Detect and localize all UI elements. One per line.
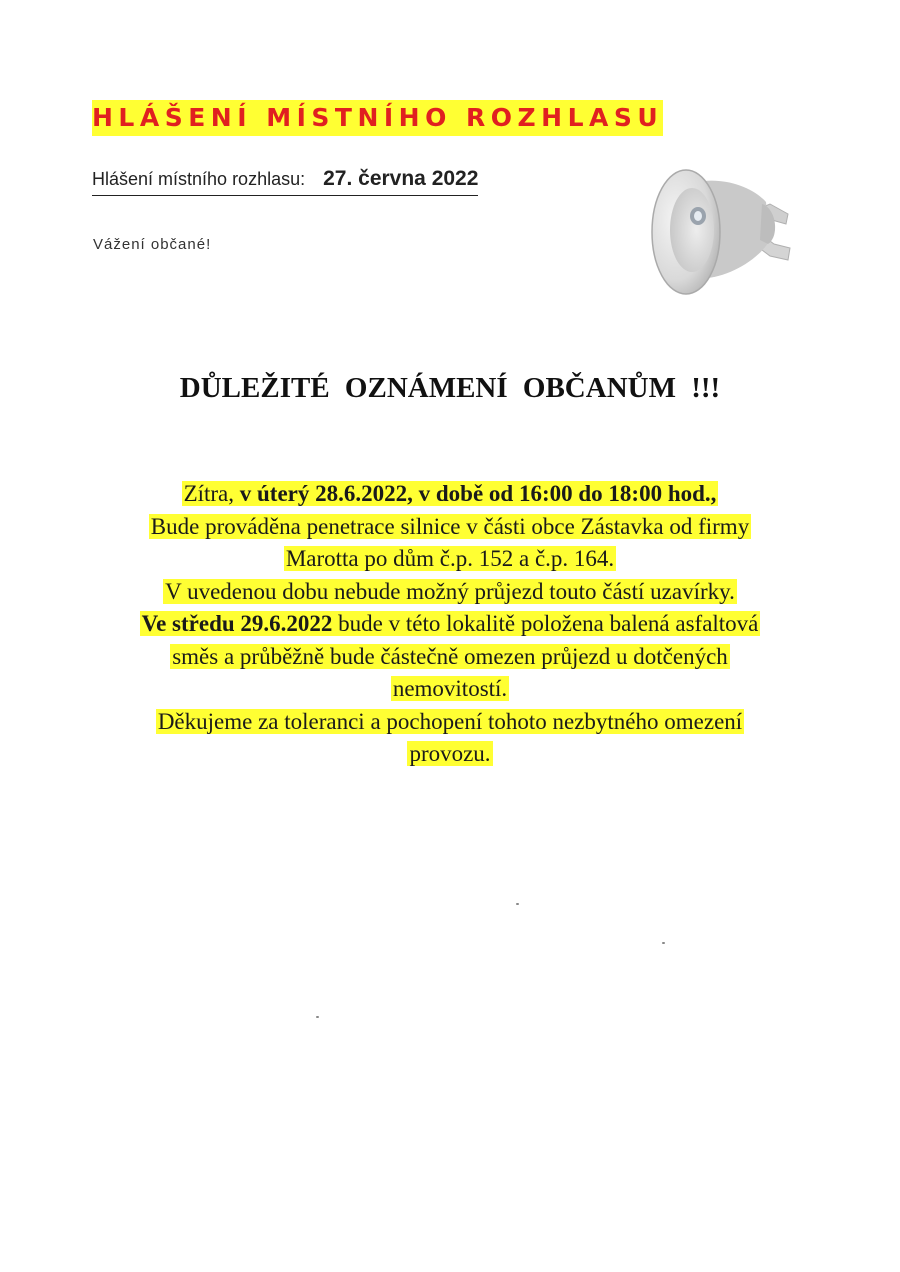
- announcement-body: [120, 478, 780, 771]
- date-line: [92, 166, 478, 196]
- greeting: Vážení občané!: [93, 236, 212, 253]
- scan-speck: [316, 1016, 319, 1018]
- p3-bold: Ve středu 29.6.2022: [141, 611, 333, 636]
- scan-speck: [662, 942, 665, 944]
- megaphone-icon: [648, 152, 798, 302]
- paragraph-1: [149, 481, 751, 571]
- announcement-header-title: HLÁŠENÍ MÍSTNÍHO ROZHLASU: [92, 100, 663, 136]
- paragraph-4: Děkujeme za toleranci a pochopení tohoto nezbytného omezení provozu.: [157, 708, 743, 766]
- paragraph-2: V uvedenou dobu nebude možný průjezd touto částí uzavírky.: [165, 578, 735, 604]
- paragraph-3: [140, 611, 761, 701]
- headline: DŮLEŽITÉ OZNÁMENÍ OBČANŮM !!!: [179, 372, 721, 404]
- date-label: Hlášení místního rozhlasu:: [92, 169, 306, 189]
- date-value: 27. června 2022: [323, 167, 479, 190]
- scan-speck: [516, 903, 519, 905]
- p1-bold: v úterý 28.6.2022, v době od 16:00 do 18:00 hod.,: [239, 481, 717, 506]
- p3-rest: bude v této lokalitě položena balená asfaltová směs a průběžně bude částečně omezen průjezd u dotčených nemovitostí.: [172, 611, 759, 701]
- p1-lead: Zítra,: [183, 481, 240, 506]
- p1-rest: Bude prováděna penetrace silnice v části obce Zástavka od firmy Marotta po dům č.p. 152 a č.p. 164.: [150, 513, 750, 571]
